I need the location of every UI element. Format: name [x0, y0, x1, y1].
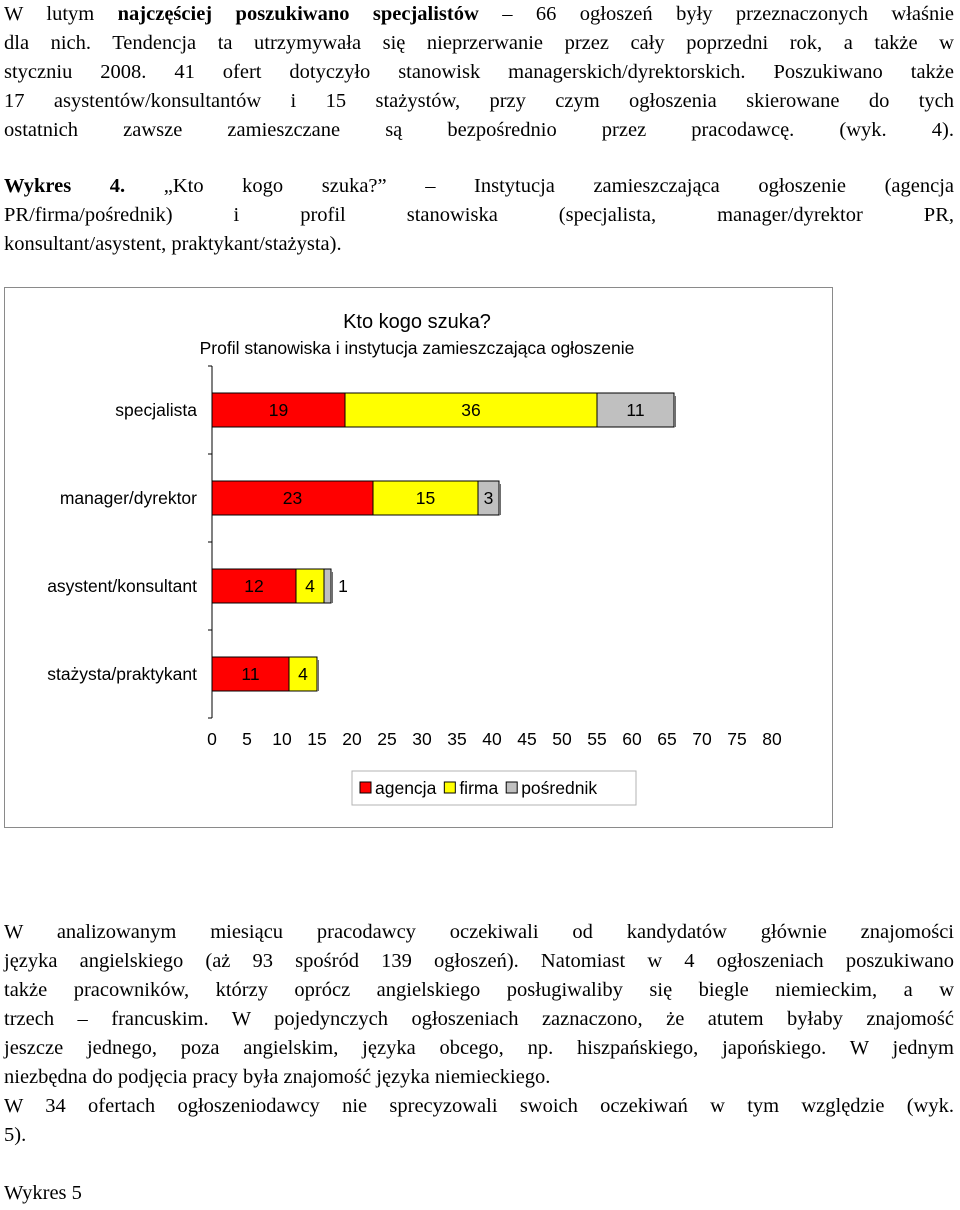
caption-line: konsultant/asystent, praktykant/stażysta).: [4, 233, 342, 255]
x-tick-label: 80: [762, 729, 782, 749]
data-label: 36: [461, 400, 481, 420]
x-tick-label: 50: [552, 729, 572, 749]
outro-line: W analizowanym miesiącu pracodawcy oczekiwali od kandydatów głównie znajomości: [4, 921, 954, 943]
x-tick-label: 45: [517, 729, 537, 749]
data-label: 4: [305, 576, 315, 596]
caption-line: Wykres 4. „Kto kogo szuka?” – Instytucja zamieszczająca ogłoszenie (agencja: [4, 175, 954, 197]
intro-emphasis: najczęściej poszukiwano specjalistów: [117, 3, 479, 25]
intro-line: ostatnich zawsze zamieszczane są bezpośrednio przez pracodawcę. (wyk. 4).: [4, 119, 954, 141]
data-label: 1: [338, 576, 348, 596]
caption-label: Wykres 4.: [4, 175, 126, 197]
intro-paragraph: [4, 0, 954, 145]
x-tick-label: 35: [447, 729, 467, 749]
intro-line: W lutym najczęściej poszukiwano specjalistów – 66 ogłoszeń były przeznaczonych właśnie: [4, 3, 954, 25]
outro-line: także pracowników, którzy oprócz angielskiego posługiwaliby się biegle niemieckim, a w: [4, 979, 954, 1001]
chart-legend: [352, 771, 636, 805]
chart-plot-area: [47, 366, 782, 749]
intro-line: styczniu 2008. 41 ofert dotyczyło stanowisk managerskich/dyrektorskich. Poszukiwano także: [4, 61, 954, 83]
outro-line: trzech – francuskim. W pojedynczych ogłoszeniach zaznaczono, że atutem byłaby znajomość: [4, 1008, 954, 1030]
bar-segment-shadow: [674, 396, 676, 427]
outro-line: 5).: [4, 1124, 27, 1146]
bar-segment-shadow: [499, 484, 501, 515]
figure-caption: [4, 172, 954, 259]
legend-label: firma: [459, 778, 499, 798]
bar-segment-shadow: [331, 572, 333, 603]
x-tick-label: 20: [342, 729, 362, 749]
bar-segment: [324, 569, 331, 603]
next-figure-caption: Wykres 5: [4, 1182, 82, 1204]
chart-title: Kto kogo szuka?: [343, 311, 491, 333]
x-tick-label: 40: [482, 729, 502, 749]
x-tick-label: 15: [307, 729, 327, 749]
intro-line: 17 asystentów/konsultantów i 15 stażystów, przy czym ogłoszenia skierowane do tych: [4, 90, 954, 112]
chart-frame: [4, 287, 833, 828]
bar-segment-shadow: [317, 660, 319, 691]
data-label: 23: [282, 488, 303, 508]
data-label: 12: [244, 576, 264, 596]
x-tick-label: 60: [622, 729, 642, 749]
category-label: specjalista: [115, 400, 197, 420]
x-tick-label: 75: [727, 729, 747, 749]
category-label: asystent/konsultant: [47, 576, 197, 596]
x-tick-label: 5: [242, 729, 252, 749]
x-tick-label: 65: [657, 729, 677, 749]
legend-swatch: [444, 782, 455, 793]
outro-line: jeszcze jednego, poza angielskim, języka obcego, np. hiszpańskiego, japońskiego. W jednym: [4, 1037, 954, 1059]
legend-swatch: [506, 782, 517, 793]
data-label: 19: [268, 400, 289, 420]
x-tick-label: 30: [412, 729, 432, 749]
category-label: manager/dyrektor: [59, 488, 197, 508]
x-tick-label: 10: [272, 729, 292, 749]
legend-label: pośrednik: [521, 778, 598, 798]
x-tick-label: 0: [207, 729, 217, 749]
x-tick-label: 25: [377, 729, 397, 749]
outro-paragraph: [4, 918, 954, 1150]
legend-label: agencja: [375, 778, 437, 798]
x-tick-label: 55: [587, 729, 607, 749]
data-label: 4: [298, 664, 308, 684]
chart-subtitle: Profil stanowiska i instytucja zamieszczająca ogłoszenie: [199, 338, 635, 358]
legend-swatch: [360, 782, 371, 793]
intro-line: dla nich. Tendencja ta utrzymywała się nieprzerwanie przez cały poprzedni rok, a także w: [4, 32, 954, 54]
stacked-bar-chart: [5, 288, 832, 827]
data-label: 3: [483, 488, 494, 508]
x-tick-label: 70: [692, 729, 712, 749]
outro-line: W 34 ofertach ogłoszeniodawcy nie sprecyzowali swoich oczekiwań w tym względzie (wyk.: [4, 1095, 954, 1117]
data-label: 15: [415, 488, 436, 508]
data-label: 11: [241, 664, 260, 684]
data-label: 11: [626, 400, 645, 420]
category-label: stażysta/praktykant: [47, 664, 197, 684]
outro-line: języka angielskiego (aż 93 spośród 139 ogłoszeń). Natomiast w 4 ogłoszeniach poszukiwano: [4, 950, 954, 972]
outro-line: niezbędna do podjęcia pracy była znajomość języka niemieckiego.: [4, 1066, 551, 1088]
caption-line: PR/firma/pośrednik) i profil stanowiska (specjalista, manager/dyrektor PR,: [4, 204, 954, 226]
